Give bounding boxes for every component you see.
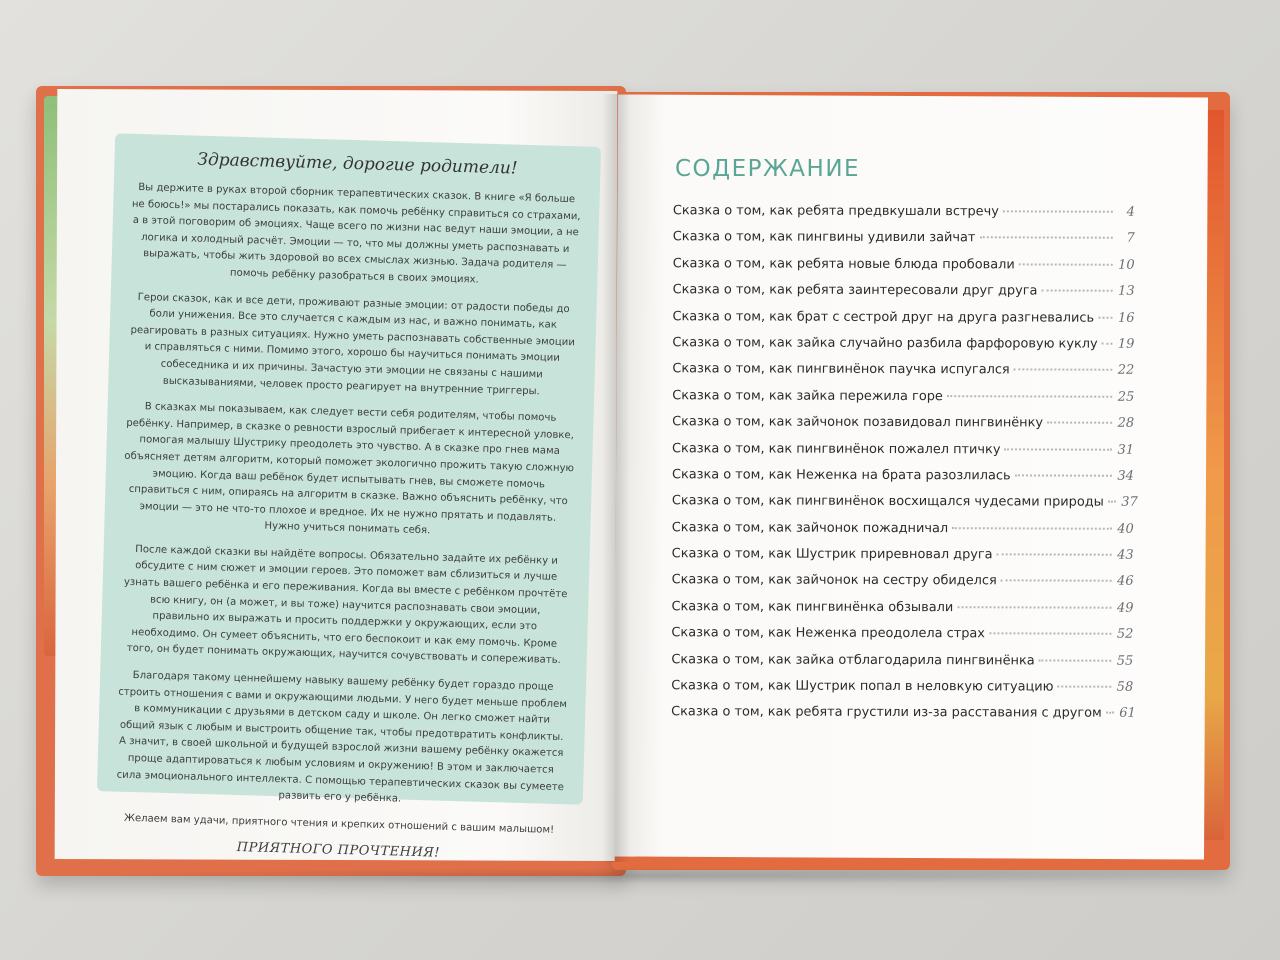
contents-entry-page: 28 bbox=[1117, 415, 1135, 431]
contents-leader-dots bbox=[1041, 290, 1112, 292]
contents-leader-dots bbox=[1039, 659, 1112, 661]
contents-entry bbox=[672, 388, 1134, 416]
contents-entry-page: 22 bbox=[1117, 363, 1135, 379]
contents-leader-dots bbox=[1004, 448, 1112, 450]
contents-leader-dots bbox=[1106, 712, 1114, 714]
contents-entry-page: 16 bbox=[1117, 310, 1135, 326]
contents-leader-dots bbox=[1001, 580, 1112, 582]
contents-entry-title: Сказка о том, как Неженка на брата разозлилась bbox=[671, 467, 1011, 484]
letter-paragraph-5: Благодаря такому ценнейшему навыку вашему ребёнку будет гораздо проще строить отношения с вами и окружающими людьми. У него будет меньше проблем в коммуникации с друзьями в детском саду и школе. Он легко сможет найти общий язык с любым и выстроить общение так, чтобы предотвратить конфликты. А значит, в своей школьной и будущей взрослой жизни вашему ребёнку окажется проще адаптироваться к любым условиям и окружению! В этом и заключается сила эмоционального интеллекта. С помощью терапевтических сказок вы сумеете развить его у ребёнка. bbox=[116, 670, 568, 805]
contents-entry-page: 61 bbox=[1119, 706, 1136, 722]
contents-leader-dots bbox=[1108, 501, 1116, 503]
contents-leader-dots bbox=[1015, 474, 1112, 476]
contents-leader-dots bbox=[997, 553, 1112, 555]
letter-paragraph-1: Вы держите в руках второй сборник терапевтических сказок. В книге «Я больше не боюсь!» мы постарались показать, как помочь ребёнку справиться со страхами, а в этой поговорим об эмоциях. Чаще всего по жизни нас ведут наши эмоции, а не логика и холодный расчёт. Эмоции — то, что мы должны уметь распознавать и выражать, чтобы жить здоровой во всех смыслах жизнью. Задача родителя — помочь ребёнку разобраться в своих эмоциях. bbox=[131, 182, 581, 286]
contents-entry bbox=[672, 467, 1134, 495]
contents-leader-dots bbox=[1098, 316, 1112, 318]
letter-heading: Здравствуйте, дорогие родители! bbox=[197, 149, 518, 179]
contents-leader-dots bbox=[947, 395, 1112, 398]
contents-entry-title: Сказка о том, как ребята грустили из-за расставания с другом bbox=[671, 704, 1102, 722]
contents-entry-page: 19 bbox=[1117, 336, 1135, 352]
contents-entry-title: Сказка о том, как зайчонок позавидовал пингвинёнку bbox=[672, 414, 1044, 431]
contents-entry bbox=[671, 625, 1133, 653]
contents-entry bbox=[672, 335, 1134, 363]
contents-entry-title: Сказка о том, как брат с сестрой друг на друга разгневались bbox=[672, 308, 1095, 326]
contents-entry-title: Сказка о том, как зайка случайно разбила фарфоровую куклу bbox=[672, 335, 1098, 352]
contents-entry bbox=[671, 678, 1133, 706]
contents-entry bbox=[673, 230, 1135, 258]
letter-paragraph-6: Желаем вам удачи, приятного чтения и крепких отношений с вашим малышом! bbox=[123, 812, 555, 836]
contents-entry bbox=[671, 652, 1133, 680]
contents-entry-title: Сказка о том, как пингвины удивили зайчат bbox=[672, 229, 976, 246]
contents-entry bbox=[672, 414, 1134, 442]
contents-entry-title: Сказка о том, как зайка отблагодарила пингвинёнка bbox=[671, 651, 1035, 669]
contents-entry-page: 31 bbox=[1117, 442, 1135, 458]
contents-entry-page: 25 bbox=[1117, 389, 1135, 405]
contents-entry-page: 37 bbox=[1121, 495, 1138, 511]
contents-leader-dots bbox=[979, 237, 1112, 239]
contents-entry-title: Сказка о том, как Неженка преодолела страх bbox=[671, 625, 985, 642]
contents-leader-dots bbox=[1019, 263, 1113, 265]
contents-entry-page: 40 bbox=[1117, 521, 1134, 537]
contents-entry bbox=[672, 520, 1134, 548]
contents-leader-dots bbox=[952, 527, 1112, 530]
contents-leader-dots bbox=[989, 633, 1111, 635]
contents-entry bbox=[672, 546, 1134, 574]
contents-entry-page: 4 bbox=[1126, 204, 1135, 220]
contents-leader-dots bbox=[1003, 210, 1113, 212]
contents-entry bbox=[671, 704, 1136, 733]
contents-entry bbox=[672, 441, 1134, 469]
contents-entry-title: Сказка о том, как пингвинёнок паучка испугался bbox=[672, 361, 1010, 378]
contents-entry bbox=[671, 493, 1138, 521]
contents-leader-dots bbox=[957, 606, 1111, 609]
contents-entry-page: 10 bbox=[1118, 257, 1135, 273]
contents-entry-title: Сказка о том, как ребята новые блюда пробовали bbox=[672, 255, 1015, 273]
contents-entry-title: Сказка о том, как ребята заинтересовали друг друга bbox=[672, 282, 1038, 299]
contents-entry-page: 7 bbox=[1126, 231, 1135, 247]
contents-entry-title: Сказка о том, как ребята предвкушали встречу bbox=[672, 203, 999, 220]
contents-leader-dots bbox=[1014, 369, 1113, 371]
book-shadow bbox=[40, 868, 1230, 884]
contents-entry-page: 52 bbox=[1116, 626, 1134, 643]
letter-paragraph-4: После каждой сказки вы найдёте вопросы. Обязательно задайте их ребёнку и обсудите с ним сюжет и эмоции героев. Это поможет вам сблизиться и лучше узнать вашего ребёнка и его переживания. Когда вы вместе с ребёнком прочтёте всю книгу, он (а может, и вы тоже) научится распознавать свои эмоции, правильно их выражать и просить поддержки у окружающих, если это необходимо. Он сумеет объяснить, что его беспокоит и как ему помочь. Кроме того, он будет понимать окружающих, научится сочувствовать и сопереживать. bbox=[123, 543, 568, 667]
contents-entry bbox=[673, 282, 1135, 310]
contents-entry bbox=[673, 256, 1135, 284]
contents-entry-page: 58 bbox=[1116, 679, 1134, 695]
contents-entry bbox=[672, 362, 1134, 390]
contents-title: СОДЕРЖАНИЕ bbox=[675, 156, 861, 182]
contents-entry-title: Сказка о том, как зайка пережила горе bbox=[672, 387, 943, 404]
contents-entry-title: Сказка о том, как Шустрик попал в неловкую ситуацию bbox=[671, 678, 1054, 695]
contents-entry-title: Сказка о том, как зайчонок на сестру обиделся bbox=[671, 572, 997, 589]
contents-list bbox=[671, 203, 1138, 732]
contents-leader-dots bbox=[1058, 686, 1112, 688]
letter-paragraph-2: Герои сказок, как и все дети, проживают разные эмоции: от радости победы до боли унижения. Все это случается с каждым из нас, и важно понимать, как реагировать в разных ситуациях. Нужно уметь распознавать собственные эмоции и справляться с ними. Помимо этого, хорошо бы научиться понимать эмоции собеседника и их причины. Зачастую эти эмоции не связаны с нашими высказываниями, человек просто реагирует на внутренние триггеры. bbox=[130, 291, 576, 397]
contents-entry-page: 55 bbox=[1116, 653, 1134, 669]
contents-entry-page: 43 bbox=[1117, 547, 1134, 563]
contents-entry-title: Сказка о том, как пингвинёнок пожалел птичку bbox=[672, 440, 1001, 457]
contents-entry bbox=[671, 599, 1133, 627]
contents-entry-title: Сказка о том, как пингвинёнок восхищался чудесами природы bbox=[671, 493, 1104, 510]
contents-entry-page: 46 bbox=[1117, 574, 1134, 590]
contents-entry-title: Сказка о том, как Шустрик приревновал друга bbox=[671, 546, 993, 563]
contents-entry-title: Сказка о том, как зайчонок пожадничал bbox=[671, 519, 949, 536]
contents-entry-page: 49 bbox=[1116, 600, 1134, 616]
contents-entry-title: Сказка о том, как пингвинёнка обзывали bbox=[671, 599, 954, 616]
letter-closing: ПРИЯТНОГО ПРОЧТЕНИЯ! bbox=[236, 840, 441, 862]
letter-paragraph-3: В сказках мы показываем, как следует вести себя родителям, чтобы помочь ребёнку. Например, в сказке о ревности взрослый прибегает к интересной уловке, помогая малышу Шустрику преодолеть это чувство. А в сказке про гнев мама объясняет детям алгоритм, который поможет экологично прожить такую сложную эмоцию. Когда ваш ребёнок будет испытывать гнев, вы сможете помочь справиться с ним, опираясь на алгоритм в сказке. Важно объяснить ребёнку, что эмоции — это не что-то плохое и вредное. Их не нужно прятать и подавлять. Нужно учиться понимать себя. bbox=[124, 401, 575, 537]
book-gutter bbox=[602, 94, 630, 862]
contents-entry-page: 34 bbox=[1117, 468, 1134, 484]
contents-entry bbox=[672, 309, 1134, 337]
contents-leader-dots bbox=[1047, 422, 1112, 424]
contents-entry bbox=[672, 573, 1134, 601]
contents-entry bbox=[673, 203, 1135, 231]
contents-leader-dots bbox=[1102, 343, 1113, 345]
parents-letter-panel bbox=[97, 133, 601, 862]
contents-entry-page: 13 bbox=[1118, 283, 1135, 299]
